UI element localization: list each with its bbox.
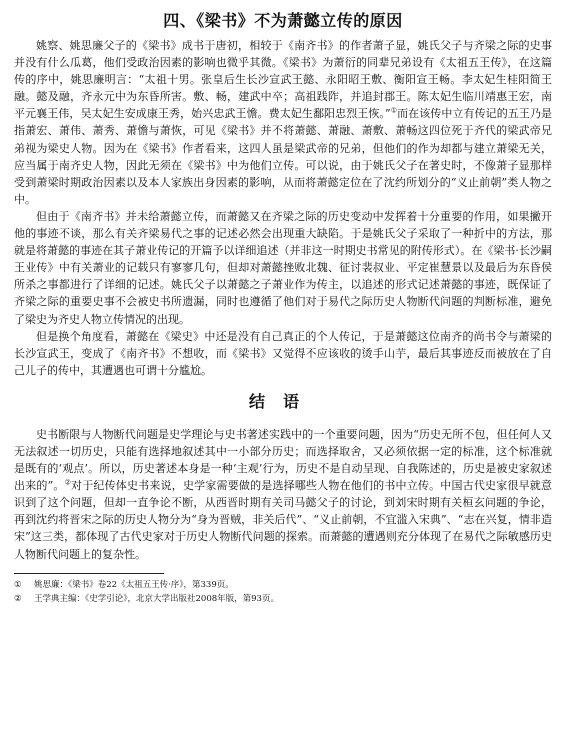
- footnote-ref-1: ①: [390, 106, 398, 115]
- footnote-divider: [14, 573, 164, 574]
- footnote-2: [14, 592, 552, 606]
- conclusion-text-b: 对于纪传体史书来说，史学家需要做的是选择哪些人物在他们的书中立传。中国古代史家很早就意识到了这个问题，但却一直争论不断，从西晋时期有关司马懿父子的讨论，到刘宋时期有关桓玄问题的争论，再到沈约将晋宋之际的历史人物分为“身为晋贼，非关后代”、“义止前朝，不宜滥入宋典”、“志在兴复，情非造宋”这三类，都体现了古代史家对于历史人物断代问题的探索。而萧懿的遭遇则充分体现了在易代之际敏感历史人物断代问题上的复杂性。: [14, 479, 553, 561]
- conclusion-heading: 结语: [248, 391, 317, 411]
- section-title: 四、《梁书》不为萧懿立传的原因: [163, 11, 403, 30]
- paragraph-3: 但是换个角度看，萧懿在《梁史》中还是没有自己真正的个人传记，于是萧懿这位南齐的尚书令与萧梁的长沙宣武王，变成了《南齐书》不想收，而《梁书》又觉得不应该收的烫手山芋，最后其事迹反而被放在了自己儿子的传中，其遭遇也可谓十分尴尬。: [14, 329, 552, 377]
- conclusion-text-a: 史书断限与人物断代问题是史学理论与史书著述实践中的一个重要问题，因为“历史无所不包，但任何人又无法叙述一切历史，只能有选择地叙述其中一小部分历史；而选择取舍，又必须依据一定的标准，这个标准就是既有的‘观点’。所以，历史著述本身是一种‘主观’行为，历史不是自动呈现、自我陈述的，历史是被史家叙述出来的”。: [14, 427, 552, 493]
- conclusion-paragraph: [14, 426, 552, 563]
- footnote-2-text: 王学典主编：《史学引论》，北京大学出版社2008年版，第93页。: [34, 593, 279, 604]
- paragraph-2: 但由于《南齐书》并未给萧懿立传，而萧懿又在齐梁之际的历史变动中发挥着十分重要的作用，如果撇开他的事迹不谈，那么有关齐梁易代之事的记述必然会出现重大缺陷。于是姚氏父子采取了一种折中的方法，那就是将萧懿的事迹在其子萧业传记的开篇予以详细追述（并非这一时期史书常见的附传形式）。在《梁书·长沙嗣王业传》中有关萧业的记载只有寥寥几句，但却对萧懿挫败北魏、征讨裴叔业、平定崔慧景以及最后为东昏侯所杀之事都进行了详细的记述。姚氏父子以萧懿之子萧业作为传主，以追述的形式记述萧懿的事迹，既保证了齐梁之际的重要史事不会被史书所遗漏，同时也遵循了他们对于易代之际历史人物断代问题的判断标准，避免了梁史为齐史人物立传情况的出现。: [14, 209, 552, 326]
- footnote-1: [14, 578, 552, 592]
- paragraph-1-text: 姚察、姚思廉父子的《梁书》成书于唐初，相较于《南齐书》的作者萧子显，姚氏父子与齐梁之际的史事并没有什么瓜葛，他们受政治因素的影响也微乎其微。《梁书》为萧衍的同辈兄弟设有《太祖五王传》，在这篇传的序中，姚思廉明言：“太祖十男。张皇后生长沙宣武王懿、永阳昭王敷、衡阳宣王畅。李太妃生桂阳简王融。懿及融，齐永元中为东昏所害。敷、畅，建武中卒；高祖践阼，并追封郡王。陈太妃生临川靖惠王宏，南平元襄王伟，吴太妃生安成康王秀，始兴忠武王憺。费太妃生鄱阳忠烈王恢。”: [14, 39, 552, 121]
- footnote-2-marker: ②: [14, 593, 22, 604]
- footnote-1-marker: ①: [14, 579, 22, 590]
- footnote-1-text: 姚思廉：《梁书》卷22《太祖五王传·序》，第339页。: [34, 579, 234, 590]
- footnote-ref-2: ②: [64, 478, 72, 487]
- paragraph-1: [14, 37, 552, 208]
- paragraph-1-continued: 而在该传中立有传记的五王乃是指萧宏、萧伟、萧秀、萧憺与萧恢，可见《梁书》并不将萧懿、萧融、萧敷、萧畅这四位死于齐代的梁武帝兄弟视为梁史人物。因为在《梁书》作者看来，这四人虽是梁武帝的兄弟，但他们的作为却都与建立萧梁无关，应当属于南齐史人物，因此无须在《梁书》中为他们立传。可以说，由于姚氏父子在著史时，不像萧子显那样受到萧梁时期政治因素以及本人家族出身因素的影响，从而将萧懿定位在了沈约所划分的“义止前朝”类人物之中。: [14, 107, 553, 206]
